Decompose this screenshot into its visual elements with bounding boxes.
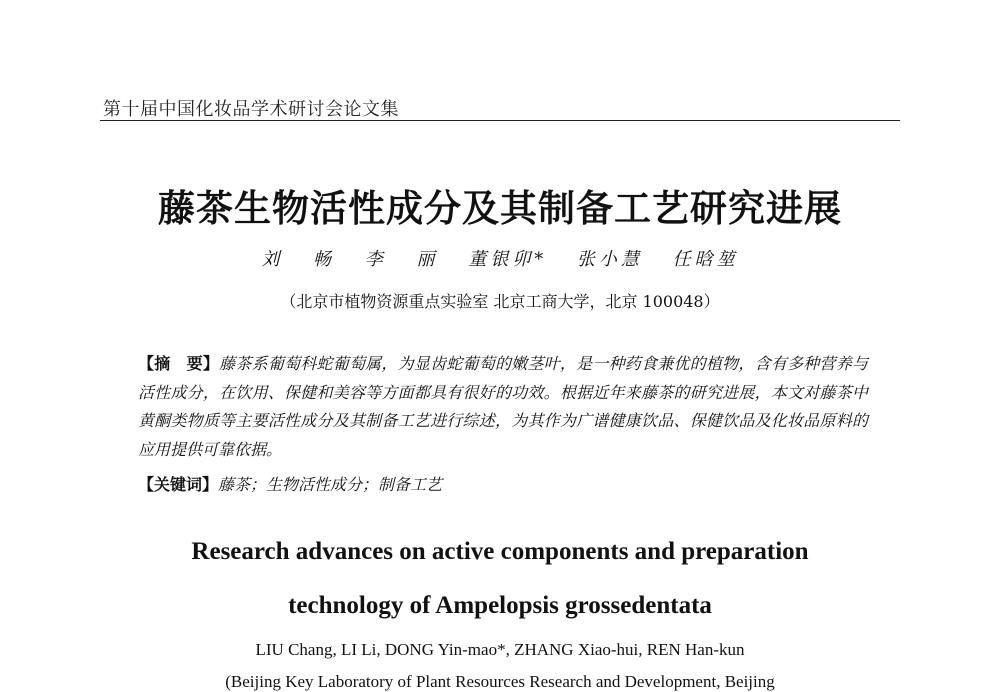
abstract-cn [138,350,868,464]
article-title-en-line1: Research advances on active components and preparation [191,538,809,565]
affiliation-cn: （北京市植物资源重点实验室 北京工商大学，北京 100048） [280,292,720,311]
article-title-en-line2: technology of Ampelopsis grossedentata [288,592,712,619]
abstract-label: 【摘 要】 [138,354,220,373]
running-header: 第十届中国化妆品学术研讨会论文集 [103,99,399,120]
affiliation-en: (Beijing Key Laboratory of Plant Resources Research and Development, Beijing [225,672,775,691]
keywords-cn [138,472,868,495]
keywords-label: 【关键词】 [138,475,219,494]
article-title-cn: 藤茶生物活性成分及其制备工艺研究进展 [158,187,842,230]
abstract-text: 藤茶系葡萄科蛇葡萄属，为显齿蛇葡萄的嫩茎叶，是一种药食兼优的植物，含有多种营养与活性成分，在饮用、保健和美容等方面都具有很好的功效。根据近年来藤茶的研究进展，本文对藤茶中黄酮类物质等主要活性成分及其制备工艺进行综述，为其作为广谱健康饮品、保健饮品及化妆品原料的应用提供可靠依据。 [138,354,868,459]
authors-cn: 刘 畅 李 丽 董银卯* 张小慧 任晗堃 [261,249,739,270]
keywords-text: 藤茶；生物活性成分；制备工艺 [218,475,443,494]
header-rule [100,120,900,121]
authors-en: LIU Chang, LI Li, DONG Yin-mao*, ZHANG Xiao-hui, REN Han-kun [255,640,745,659]
